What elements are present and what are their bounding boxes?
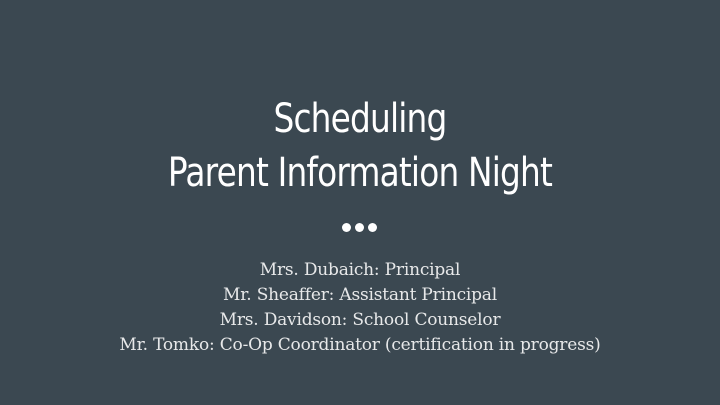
title-line-2: Parent Information Night bbox=[167, 150, 553, 196]
divider-dot bbox=[355, 223, 364, 232]
divider-dot bbox=[342, 223, 351, 232]
divider-dot bbox=[368, 223, 377, 232]
title-line-1: Scheduling bbox=[273, 96, 447, 142]
staff-item-principal: Mrs. Dubaich: Principal bbox=[259, 260, 461, 280]
staff-list bbox=[0, 258, 720, 358]
title-divider-dots bbox=[342, 223, 378, 233]
staff-item-coop-coordinator: Mr. Tomko: Co-Op Coordinator (certification in progress) bbox=[119, 335, 601, 355]
staff-item-school-counselor: Mrs. Davidson: School Counselor bbox=[219, 310, 501, 330]
staff-item-assistant-principal: Mr. Sheaffer: Assistant Principal bbox=[223, 285, 497, 305]
slide-title bbox=[65, 92, 655, 200]
